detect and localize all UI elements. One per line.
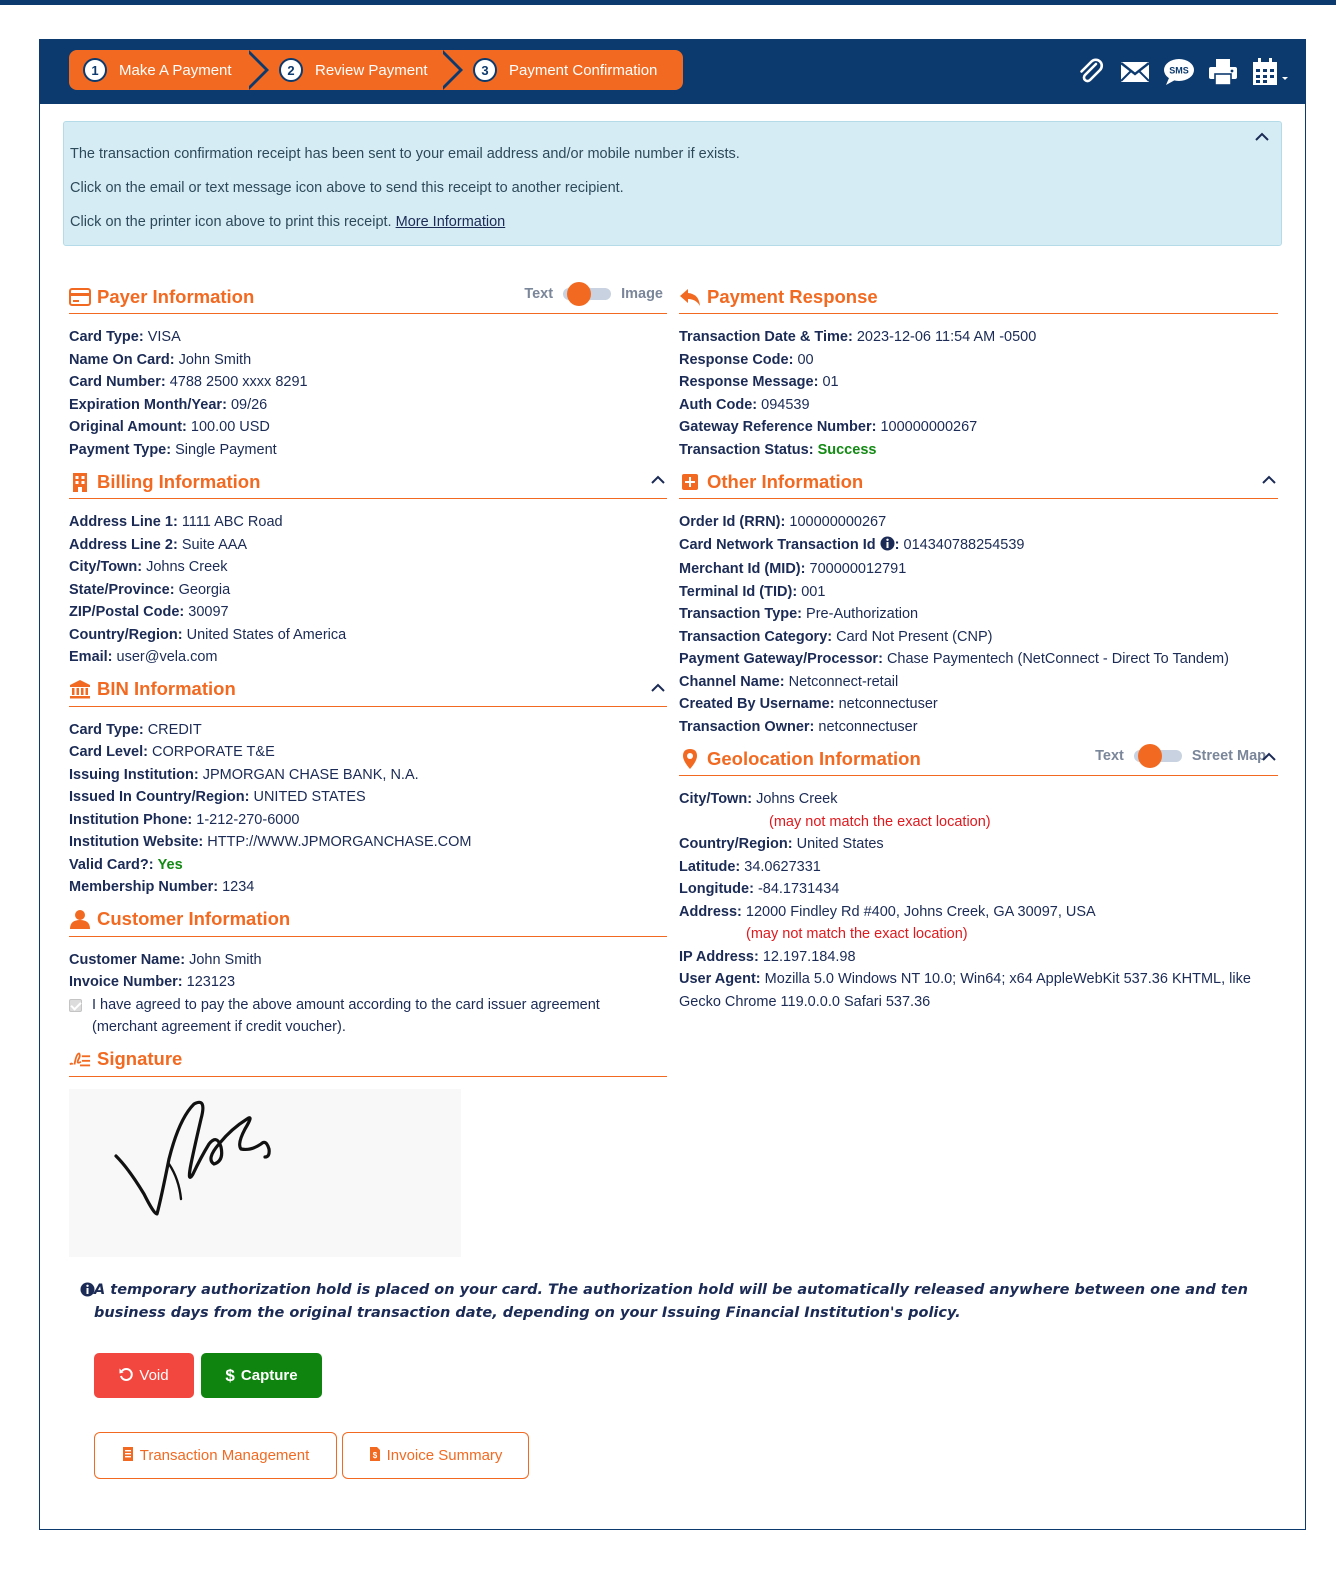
capture-button[interactable]	[201, 1353, 322, 1398]
info-row: Address: 12000 Findley Rd #400, Johns Creek, GA 30097, USA	[679, 903, 1096, 920]
bin-information-header	[69, 673, 667, 707]
info-row: Gateway Reference Number: 100000000267	[679, 419, 978, 435]
step-number: 3	[473, 58, 497, 82]
info-row: Merchant Id (MID): 700000012791	[679, 561, 907, 577]
info-row: Institution Phone: 1-212-270-6000	[69, 811, 300, 828]
agreement-checkbox[interactable]	[69, 999, 82, 1012]
section-title: Customer Information	[97, 908, 291, 929]
authorization-hold-note	[80, 1279, 1280, 1325]
capture-label: Capture	[240, 1367, 298, 1384]
signature-header	[69, 1043, 667, 1077]
info-row: Membership Number: 1234	[69, 879, 255, 895]
transaction-status-badge: Success	[817, 441, 877, 458]
payer-information-body	[69, 314, 667, 465]
sms-label: SMS	[1169, 65, 1189, 76]
info-row: ZIP/Postal Code: 30097	[69, 604, 229, 620]
chevron-up-icon[interactable]	[649, 471, 667, 489]
svg-text:$: $	[372, 1450, 377, 1460]
confirmation-alert	[63, 121, 1282, 246]
toggle-street-map-label: Street Map	[1191, 748, 1266, 764]
chevron-up-icon[interactable]	[1253, 128, 1271, 146]
info-row: Address Line 2: Suite AAA	[69, 536, 248, 553]
toolbar	[1075, 54, 1293, 90]
agreement-text: I have agreed to pay the above amount according to the card issuer agreement (merchant agreement if credit voucher).	[92, 996, 600, 1035]
paperclip-icon[interactable]	[1075, 56, 1107, 88]
step-review-payment[interactable]	[245, 50, 439, 90]
note-text: A temporary authorization hold is placed on your card. The authorization hold will be automatically released anywhere between one and ten business days from the original transaction date, depending on your Issuing Financial Institution's policy.	[94, 1282, 1248, 1321]
transaction-management-button[interactable]	[94, 1432, 337, 1479]
transaction-management-label: Transaction Management	[139, 1447, 310, 1464]
credit-card-icon	[69, 286, 91, 308]
info-row: Longitude: -84.1731434	[679, 881, 840, 897]
toggle-knob	[567, 282, 591, 306]
step-make-payment[interactable]	[69, 50, 245, 90]
building-icon	[69, 471, 91, 493]
geolocation-information-body	[679, 776, 1278, 1017]
header-bar	[40, 40, 1305, 104]
step-label: Payment Confirmation	[509, 61, 658, 79]
valid-card-status: Yes	[157, 856, 183, 873]
payment-response-header	[679, 280, 1278, 314]
left-column	[69, 280, 667, 1257]
info-row: Email: user@vela.com	[69, 649, 218, 665]
printer-icon[interactable]	[1207, 56, 1239, 88]
plus-square-icon	[679, 471, 701, 493]
info-row: Terminal Id (TID): 001	[679, 583, 826, 600]
info-row: Card Number: 4788 2500 xxxx 8291	[69, 374, 308, 390]
info-row: City/Town: Johns Creek	[69, 559, 228, 575]
toggle-text-label: Text	[524, 286, 554, 302]
customer-information-body	[69, 937, 667, 1043]
info-row: Card Network Transaction Id : 014340788254539	[679, 534, 1278, 559]
location-warning: (may not match the exact location)	[769, 813, 991, 830]
void-label: Void	[139, 1367, 169, 1384]
billing-information-header	[69, 465, 667, 499]
alert-line-3	[70, 212, 1275, 246]
payer-view-toggle	[524, 286, 663, 302]
chevron-up-icon[interactable]	[649, 679, 667, 697]
info-row: Institution Website: HTTP://WWW.JPMORGANCHASE.COM	[69, 834, 472, 850]
map-marker-icon	[679, 748, 701, 770]
void-button[interactable]	[94, 1353, 194, 1398]
info-row: Latitude: 34.0627331	[679, 858, 821, 875]
step-label: Make A Payment	[119, 61, 232, 79]
info-row: Issuing Institution: JPMORGAN CHASE BANK, N.A.	[69, 766, 419, 783]
info-row: Payment Gateway/Processor: Chase Paymentech (NetConnect - Direct To Tandem)	[679, 651, 1229, 667]
payer-toggle-switch[interactable]	[563, 288, 611, 300]
section-title: Payer Information	[97, 285, 255, 307]
customer-information-header	[69, 903, 667, 937]
step-payment-confirmation[interactable]	[439, 50, 683, 90]
info-row: Name On Card: John Smith	[69, 351, 252, 368]
agreement-row	[69, 994, 667, 1039]
info-row: City/Town: Johns Creek	[679, 791, 838, 807]
info-row: Transaction Status: Success	[679, 441, 877, 458]
bin-information-body	[69, 707, 667, 903]
info-circle-icon[interactable]	[880, 536, 895, 559]
envelope-icon[interactable]	[1119, 56, 1151, 88]
more-information-link[interactable]: More Information	[395, 214, 506, 230]
info-row: Payment Type: Single Payment	[69, 441, 277, 458]
info-row: Original Amount: 100.00 USD	[69, 419, 270, 435]
signature-icon	[69, 1048, 91, 1070]
info-row: Card Level: CORPORATE T&E	[69, 744, 275, 760]
info-row: User Agent: Mozilla 5.0 Windows NT 10.0; Win64; x64 AppleWebKit 537.36 KHTML, like Gecko Chrome 119.0.0.0 Safari 537.36	[679, 971, 1251, 1010]
chevron-up-icon[interactable]	[1260, 471, 1278, 489]
invoice-summary-label: Invoice Summary	[386, 1447, 503, 1464]
info-row: Card Type: CREDIT	[69, 721, 202, 738]
step-number: 1	[83, 58, 107, 82]
info-row: Country/Region: United States	[679, 836, 884, 852]
step-label: Review Payment	[315, 61, 428, 79]
info-row: Transaction Type: Pre-Authorization	[679, 606, 919, 622]
undo-icon	[119, 1367, 133, 1385]
geolocation-information-header	[679, 742, 1278, 776]
info-row: Order Id (RRN): 100000000267	[679, 514, 887, 530]
alert-line-2: Click on the email or text message icon above to send this receipt to another recipient.	[70, 180, 624, 196]
info-circle-icon	[80, 1282, 95, 1305]
payer-information-header	[69, 280, 667, 314]
navigation-buttons	[94, 1432, 529, 1479]
payment-response-body	[679, 314, 1278, 465]
info-row: Channel Name: Netconnect-retail	[679, 673, 899, 690]
section-title: Payment Response	[707, 285, 878, 307]
section-title: Geolocation Information	[707, 747, 921, 769]
receipt-frame	[39, 39, 1306, 1530]
toggle-image-label: Image	[621, 286, 663, 302]
other-information-header	[679, 465, 1278, 499]
info-row: Response Code: 00	[679, 351, 814, 368]
info-row: Auth Code: 094539	[679, 396, 810, 413]
right-column	[679, 280, 1278, 1017]
info-row: Expiration Month/Year: 09/26	[69, 396, 268, 413]
alert-line-3-text: Click on the printer icon above to print this receipt.	[70, 214, 392, 230]
invoice-icon	[369, 1446, 381, 1466]
info-row: Transaction Date & Time: 2023-12-06 11:54 AM -0500	[679, 329, 1037, 345]
sms-icon[interactable]	[1163, 56, 1195, 88]
user-icon	[69, 908, 91, 930]
top-rule	[0, 0, 1336, 5]
info-row: Invoice Number: 123123	[69, 974, 236, 990]
info-row: Address Line 1: 1111 ABC Road	[69, 514, 283, 530]
billing-information-body	[69, 499, 667, 673]
chevron-up-icon[interactable]	[1260, 748, 1278, 766]
invoice-summary-button[interactable]	[342, 1432, 529, 1479]
section-title: BIN Information	[97, 678, 236, 699]
info-row: State/Province: Georgia	[69, 581, 231, 598]
geo-toggle-switch[interactable]	[1134, 750, 1182, 762]
toggle-text-label: Text	[1095, 748, 1124, 764]
info-row: Issued In Country/Region: UNITED STATES	[69, 789, 366, 805]
step-wizard	[69, 50, 683, 90]
info-row: Valid Card?: Yes	[69, 856, 183, 873]
geo-view-toggle	[1095, 748, 1266, 764]
calendar-icon[interactable]	[1251, 56, 1293, 88]
info-row: Card Type: VISA	[69, 329, 181, 345]
info-row: Transaction Category: Card Not Present (CNP)	[679, 628, 993, 645]
other-information-body	[679, 499, 1278, 742]
section-title: Other Information	[707, 470, 864, 492]
receipt-icon	[122, 1446, 134, 1466]
reply-icon	[679, 286, 701, 308]
action-buttons	[94, 1353, 322, 1398]
location-warning: (may not match the exact location)	[746, 926, 968, 942]
toggle-knob	[1138, 744, 1162, 768]
section-title: Billing Information	[97, 470, 261, 492]
info-row: Customer Name: John Smith	[69, 951, 262, 968]
info-row: Created By Username: netconnectuser	[679, 696, 938, 712]
info-row: Country/Region: United States of America	[69, 626, 347, 643]
info-row: Transaction Owner: netconnectuser	[679, 718, 918, 735]
alert-line-1: The transaction confirmation receipt has been sent to your email address and/or mobile number if exists.	[70, 146, 740, 162]
signature-image	[69, 1089, 461, 1257]
info-row: Response Message: 01	[679, 374, 839, 390]
bank-icon	[69, 678, 91, 700]
dollar-icon: $	[225, 1365, 235, 1385]
section-title: Signature	[97, 1048, 183, 1069]
step-number: 2	[279, 58, 303, 82]
info-row: IP Address: 12.197.184.98	[679, 948, 856, 965]
